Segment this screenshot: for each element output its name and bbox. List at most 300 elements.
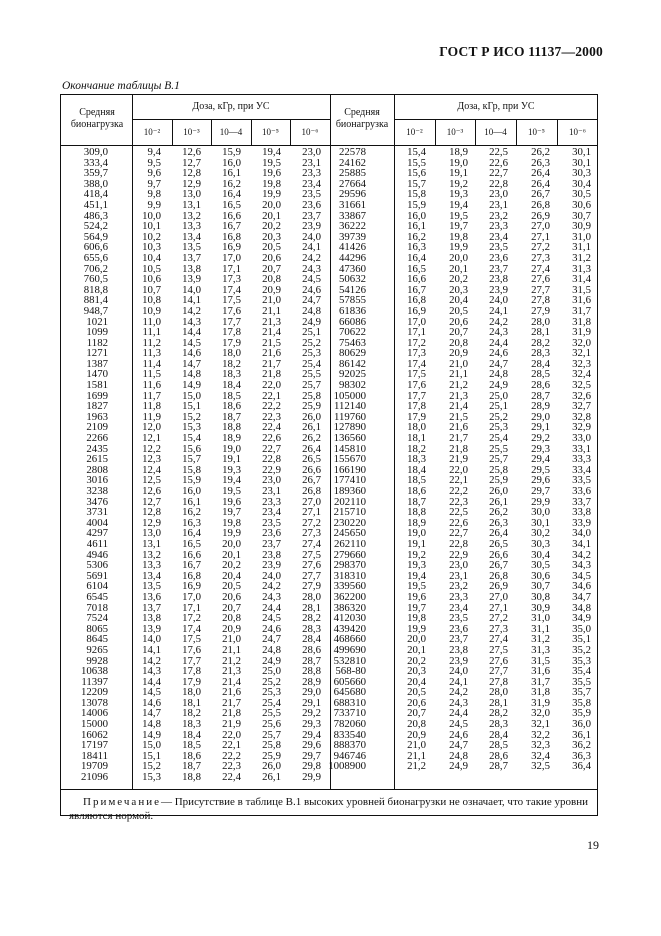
table-cell: 16062 <box>81 728 108 741</box>
table-cell: 13,5 <box>182 241 201 254</box>
table-cell: 29,2 <box>531 432 550 445</box>
table-cell: 20,9 <box>449 347 468 360</box>
table-cell: 3238 <box>86 485 108 497</box>
table-cell: 21,2 <box>449 379 468 392</box>
note-prefix: Примечание <box>83 796 161 808</box>
table-cell: 29,1 <box>302 696 321 709</box>
table-cell: 24,7 <box>449 739 468 752</box>
table-cell: 35,3 <box>572 654 591 667</box>
table-cell: 9,4 <box>147 146 161 158</box>
table-cell: 16,4 <box>407 251 426 264</box>
table-cell: 5691 <box>86 569 108 582</box>
table-cell: 24,2 <box>262 580 281 593</box>
table-cell: 26,4 <box>531 177 550 190</box>
table-cell: 33,9 <box>572 516 591 529</box>
table-cell: 28,0 <box>489 686 508 699</box>
table-cell: 20,3 <box>407 665 426 678</box>
table-cell: 19,5 <box>449 209 468 222</box>
table-cell: 31,1 <box>531 622 550 635</box>
table-cell: 655,6 <box>83 251 108 264</box>
table-cell: 35,7 <box>572 686 591 699</box>
table-cell: 29,0 <box>302 686 321 699</box>
table-cell: 28,2 <box>531 336 550 349</box>
table-cell: 19,9 <box>222 527 241 540</box>
table-cell: 20,3 <box>449 283 468 296</box>
table-cell: 28,5 <box>531 368 550 381</box>
table-cell: 29,6 <box>302 739 321 752</box>
table-cell: 23,3 <box>262 495 281 508</box>
table-cell: 23,0 <box>262 474 281 487</box>
table-cell: 20,6 <box>407 696 426 709</box>
table-cell: 19,9 <box>449 241 468 254</box>
table-cell: 32,6 <box>572 389 591 402</box>
table-cell: 25,8 <box>262 739 281 752</box>
table-cell: 177410 <box>333 474 366 487</box>
table-cell: 18,2 <box>407 442 426 455</box>
table-cell: 14,6 <box>182 347 201 360</box>
table-cell: 14,0 <box>142 633 161 646</box>
table-cell: 25,7 <box>262 728 281 741</box>
table-cell: 15,1 <box>142 749 161 762</box>
table-cell: 15,4 <box>182 432 201 445</box>
table-cell: 14,2 <box>142 654 161 667</box>
table-cell: 31,2 <box>531 633 550 646</box>
table-cell: 19,5 <box>222 485 241 497</box>
table-cell: 13,1 <box>142 537 161 550</box>
table-cell: 28,0 <box>302 590 321 603</box>
table-cell: 28,3 <box>489 718 508 731</box>
table-cell: 14,4 <box>142 675 161 688</box>
table-cell: 22,9 <box>449 548 468 561</box>
table-cell: 11,9 <box>142 410 161 423</box>
table-cell: 13078 <box>81 696 108 709</box>
table-cell: 24,9 <box>302 315 321 328</box>
table-cell: 24,8 <box>449 749 468 762</box>
table-cell: 11,1 <box>142 326 161 339</box>
table-cell: 35,5 <box>572 675 591 688</box>
table-cell: 21,6 <box>222 686 241 699</box>
table-cell: 20,7 <box>262 262 281 275</box>
table-cell: 18,9 <box>407 516 426 529</box>
table-cell: 23,7 <box>449 633 468 646</box>
dose-header-left: Доза, кГр, при УС <box>192 101 270 112</box>
table-cell: 17,2 <box>407 336 426 349</box>
table-cell: 34,9 <box>572 612 591 625</box>
table-cell: 19,7 <box>222 506 241 519</box>
table-cell: 24,9 <box>449 760 468 773</box>
table-cell: 13,7 <box>142 601 161 614</box>
table-cell: 2109 <box>86 421 108 434</box>
table-cell: 14,7 <box>182 357 201 370</box>
table-cell: 28,1 <box>489 696 508 709</box>
table-cell: 20,8 <box>407 718 426 731</box>
table-cell: 10,5 <box>142 262 161 275</box>
table-cell: 20,7 <box>449 326 468 339</box>
table-cell: 21096 <box>81 771 108 784</box>
table-cell: 25,4 <box>489 432 508 445</box>
table-cell: 32,3 <box>531 739 550 752</box>
table-cell: 17,7 <box>407 389 426 402</box>
table-cell: 41426 <box>339 241 366 254</box>
table-cell: 29,7 <box>531 485 550 497</box>
table-cell: 21,3 <box>262 315 281 328</box>
table-cell: 26,8 <box>489 569 508 582</box>
table-cell: 23,3 <box>489 220 508 233</box>
table-cell: 33,5 <box>572 474 591 487</box>
table-cell: 18,1 <box>407 432 426 445</box>
table-cell: 20,4 <box>222 569 241 582</box>
table-cell: 12,7 <box>182 156 201 169</box>
table-cell: 25,1 <box>302 326 321 339</box>
right-dose-col-6 <box>572 147 591 772</box>
table-cell: 25,6 <box>262 718 281 731</box>
table-cell: 24,2 <box>489 315 508 328</box>
table-cell: 20,4 <box>407 675 426 688</box>
table-cell: 32,1 <box>572 347 591 360</box>
table-cell: 19,4 <box>449 198 468 211</box>
table-cell: 22,3 <box>449 495 468 508</box>
table-cell: 14,8 <box>182 368 201 381</box>
table-cell: 70622 <box>339 326 366 339</box>
table-cell: 17,0 <box>407 315 426 328</box>
table-cell: 30,2 <box>531 527 550 540</box>
table-cell: 14,9 <box>142 728 161 741</box>
table-cell: 66086 <box>339 315 366 328</box>
table-cell: 14,4 <box>182 326 201 339</box>
table-cell: 18,3 <box>407 453 426 466</box>
table-cell: 27,1 <box>531 230 550 243</box>
table-cell: 23,2 <box>489 209 508 222</box>
table-cell: 11,6 <box>142 379 161 392</box>
table-cell: 1387 <box>86 357 108 370</box>
table-cell: 28,1 <box>302 601 321 614</box>
right-bioburden-column <box>328 147 366 772</box>
table-cell: 25,0 <box>489 389 508 402</box>
table-cell: 16,2 <box>182 506 201 519</box>
table-cell: 23,5 <box>302 188 321 201</box>
table-cell: 12,9 <box>142 516 161 529</box>
table-cell: 388,0 <box>83 177 108 190</box>
table-cell: 26,5 <box>302 453 321 466</box>
table-cell: 16,8 <box>407 294 426 307</box>
table-cell: 30,9 <box>572 220 591 233</box>
table-cell: 86142 <box>339 357 366 370</box>
table-cell: 12,0 <box>142 421 161 434</box>
table-cell: 21,3 <box>449 389 468 402</box>
table-cell: 18,4 <box>182 728 201 741</box>
average-bioburden-header-right: Средняя бионагрузка <box>335 107 389 130</box>
table-cell: 20,9 <box>262 283 281 296</box>
table-cell: 26,0 <box>489 485 508 497</box>
table-cell: 13,2 <box>142 548 161 561</box>
table-cell: 14,8 <box>142 718 161 731</box>
table-cell: 24,0 <box>262 569 281 582</box>
table-cell: 12,9 <box>182 177 201 190</box>
table-cell: 29,3 <box>531 442 550 455</box>
table-cell: 3731 <box>86 506 108 519</box>
table-cell: 1099 <box>86 326 108 339</box>
table-cell: 31,1 <box>572 241 591 254</box>
table-cell: 31,9 <box>531 696 550 709</box>
table-cell: 127890 <box>333 421 366 434</box>
table-cell: 262110 <box>334 537 366 550</box>
table-cell: 19,8 <box>222 516 241 529</box>
table-cell: 23,6 <box>489 251 508 264</box>
table-cell: 14,1 <box>182 294 201 307</box>
table-cell: 18,0 <box>222 347 241 360</box>
table-cell: 18,6 <box>407 485 426 497</box>
table-cell: 29,9 <box>531 495 550 508</box>
table-cell: 23,9 <box>302 220 321 233</box>
table-cell: 18,3 <box>182 718 201 731</box>
table-cell: 10,6 <box>142 273 161 286</box>
table-cell: 15,9 <box>407 198 426 211</box>
table-cell: 26,6 <box>302 463 321 476</box>
table-cell: 27,7 <box>302 569 321 582</box>
table-cell: 15,9 <box>182 474 201 487</box>
table-cell: 28,6 <box>489 749 508 762</box>
left-dose-col-4 <box>222 147 241 783</box>
table-cell: 32,4 <box>572 368 591 381</box>
table-cell: 20,2 <box>449 273 468 286</box>
table-cell: 22,8 <box>449 537 468 550</box>
table-cell: 27,9 <box>531 304 550 317</box>
table-cell: 24,8 <box>262 643 281 656</box>
table-cell: 20,1 <box>262 209 281 222</box>
table-cell: 23,2 <box>449 580 468 593</box>
table-cell: 23,1 <box>489 198 508 211</box>
table-cell: 24,2 <box>449 686 468 699</box>
table-cell: 25,5 <box>262 707 281 720</box>
table-cell: 451,1 <box>83 198 108 211</box>
table-cell: 10,1 <box>142 220 161 233</box>
table-cell: 5306 <box>86 559 108 572</box>
table-cell: 15,4 <box>407 146 426 158</box>
table-cell: 27,8 <box>531 294 550 307</box>
table-cell: 20,8 <box>449 336 468 349</box>
table-cell: 24,1 <box>489 304 508 317</box>
table-cell: 19,3 <box>407 559 426 572</box>
table-cell: 25,2 <box>302 336 321 349</box>
table-cell: 568-80 <box>335 665 366 678</box>
table-cell: 14,9 <box>182 379 201 392</box>
table-cell: 3476 <box>86 495 108 508</box>
table-cell: 34,5 <box>572 569 591 582</box>
table-cell: 27,4 <box>302 537 321 550</box>
table-cell: 9,5 <box>147 156 161 169</box>
table-cell: 14,1 <box>142 643 161 656</box>
right-dose-col-2 <box>407 147 426 772</box>
table-cell: 30,7 <box>572 209 591 222</box>
table-cell: 28,5 <box>489 739 508 752</box>
table-cell: 18,6 <box>182 749 201 762</box>
table-cell: 12,4 <box>142 463 161 476</box>
table-cell: 782060 <box>333 718 366 731</box>
table-cell: 8645 <box>86 633 108 646</box>
table-cell: 14,5 <box>182 336 201 349</box>
table-cell: 17,3 <box>407 347 426 360</box>
table-cell: 16,0 <box>182 485 201 497</box>
table-cell: 31,0 <box>531 612 550 625</box>
table-cell: 27,0 <box>531 220 550 233</box>
table-cell: 17,5 <box>407 368 426 381</box>
table-cell: 22,7 <box>262 442 281 455</box>
table-cell: 17,0 <box>182 590 201 603</box>
table-cell: 24,0 <box>302 230 321 243</box>
table-cell: 26,1 <box>302 421 321 434</box>
table-cell: 10,2 <box>142 230 161 243</box>
table-cell: 645680 <box>333 686 366 699</box>
table-cell: 20,0 <box>449 251 468 264</box>
table-cell: 6104 <box>86 580 108 593</box>
table-cell: 27,0 <box>489 590 508 603</box>
table-cell: 26,1 <box>262 771 281 784</box>
table-cell: 19,3 <box>449 188 468 201</box>
table-cell: 26,9 <box>531 209 550 222</box>
table-cell: 4946 <box>86 548 108 561</box>
table-cell: 17,4 <box>222 283 241 296</box>
table-cell: 9,9 <box>147 198 161 211</box>
table-cell: 19,8 <box>449 230 468 243</box>
table-cell: 9928 <box>86 654 108 667</box>
table-cell: 22,0 <box>449 463 468 476</box>
table-cell: 28,2 <box>302 612 321 625</box>
table-cell: 946746 <box>333 749 366 762</box>
table-cell: 22,2 <box>449 485 468 497</box>
table-cell: 20,9 <box>222 622 241 635</box>
table-cell: 17,8 <box>407 400 426 413</box>
table-cell: 16,7 <box>182 559 201 572</box>
table-cell: 706,2 <box>83 262 108 275</box>
table-cell: 11,5 <box>142 368 161 381</box>
power-header: 10⁻⁵ <box>262 127 279 137</box>
table-cell: 31,3 <box>572 262 591 275</box>
table-cell: 24,7 <box>302 294 321 307</box>
table-cell: 29,9 <box>302 771 321 784</box>
table-cell: 20,5 <box>407 686 426 699</box>
table-cell: 418,4 <box>83 188 108 201</box>
table-cell: 20,1 <box>222 548 241 561</box>
table-cell: 39739 <box>339 230 366 243</box>
table-cell: 31,8 <box>531 686 550 699</box>
table-cell: 25,8 <box>302 389 321 402</box>
table-cell: 32,9 <box>572 421 591 434</box>
table-cell: 11,7 <box>142 389 161 402</box>
table-cell: 16,4 <box>182 527 201 540</box>
table-cell: 22,6 <box>449 516 468 529</box>
table-cell: 22,7 <box>449 527 468 540</box>
table-cell: 25885 <box>339 167 366 180</box>
table-cell: 11,2 <box>142 336 161 349</box>
table-cell: 23,4 <box>302 177 321 190</box>
table-cell: 23,1 <box>302 156 321 169</box>
table-cell: 23,8 <box>262 548 281 561</box>
power-header: 10⁻³ <box>446 127 464 137</box>
table-cell: 13,3 <box>142 559 161 572</box>
table-cell: 119760 <box>334 410 366 423</box>
table-cell: 23,5 <box>262 516 281 529</box>
table-cell: 19709 <box>81 760 108 773</box>
table-cell: 2266 <box>86 432 108 445</box>
table-cell: 27664 <box>339 177 366 190</box>
table-cell: 33,0 <box>572 432 591 445</box>
table-cell: 12,8 <box>182 167 201 180</box>
table-cell: 54126 <box>339 283 366 296</box>
table-cell: 30,3 <box>531 537 550 550</box>
table-cell: 20,6 <box>449 315 468 328</box>
table-cell: 30,1 <box>572 156 591 169</box>
table-cell: 25,2 <box>262 675 281 688</box>
table-cell: 20,5 <box>222 580 241 593</box>
table-cell: 18,4 <box>222 379 241 392</box>
table-cell: 15000 <box>81 718 108 731</box>
table-cell: 24,2 <box>302 251 321 264</box>
table-cell: 75463 <box>339 336 366 349</box>
table-cell: 24,4 <box>262 601 281 614</box>
table-cell: 30,0 <box>531 506 550 519</box>
table-cell: 23,7 <box>302 209 321 222</box>
table-cell: 19,6 <box>222 495 241 508</box>
table-cell: 359,7 <box>83 167 108 180</box>
table-cell: 17,8 <box>222 326 241 339</box>
table-cell: 30,6 <box>531 569 550 582</box>
table-cell: 17,9 <box>182 675 201 688</box>
table-cell: 18,7 <box>222 410 241 423</box>
table-cell: 18,5 <box>182 739 201 752</box>
table-cell: 18,2 <box>182 707 201 720</box>
table-cell: 23,4 <box>262 506 281 519</box>
table-cell: 31,0 <box>572 230 591 243</box>
table-cell: 26,2 <box>302 432 321 445</box>
table-cell: 19,3 <box>222 463 241 476</box>
table-cell: 32,7 <box>572 400 591 413</box>
table-cell: 412030 <box>333 612 366 625</box>
table-cell: 32,0 <box>531 707 550 720</box>
table-cell: 17,1 <box>407 326 426 339</box>
table-cell: 20,2 <box>407 654 426 667</box>
table-cell: 29,2 <box>302 707 321 720</box>
table-cell: 28,3 <box>531 347 550 360</box>
table-cell: 28,7 <box>302 654 321 667</box>
table-cell: 23,6 <box>449 622 468 635</box>
table-cell: 18,3 <box>222 368 241 381</box>
table-cell: 733710 <box>333 707 366 720</box>
table-cell: 33,3 <box>572 453 591 466</box>
table-cell: 15,8 <box>407 188 426 201</box>
table-cell: 12,6 <box>182 146 201 158</box>
table-note <box>69 795 589 823</box>
table-cell: 21,4 <box>449 400 468 413</box>
table-cell: 27,3 <box>531 251 550 264</box>
table-cell: 23,9 <box>262 559 281 572</box>
table-cell: 13,6 <box>142 590 161 603</box>
table-cell: 15,8 <box>182 463 201 476</box>
table-cell: 17,5 <box>222 294 241 307</box>
table-cell: 16,2 <box>222 177 241 190</box>
left-dose-col-5 <box>262 147 281 783</box>
table-cell: 19,9 <box>262 188 281 201</box>
table-cell: 23,0 <box>302 146 321 158</box>
table-cell: 16,2 <box>407 230 426 243</box>
power-header: 10⁻² <box>143 127 161 137</box>
table-cell: 362200 <box>333 590 366 603</box>
table-cell: 10,3 <box>142 241 161 254</box>
table-cell: 16,9 <box>407 304 426 317</box>
table-cell: 28,3 <box>302 622 321 635</box>
table-cell: 28,0 <box>531 315 550 328</box>
table-cell: 24,7 <box>489 357 508 370</box>
table-cell: 23,5 <box>449 612 468 625</box>
